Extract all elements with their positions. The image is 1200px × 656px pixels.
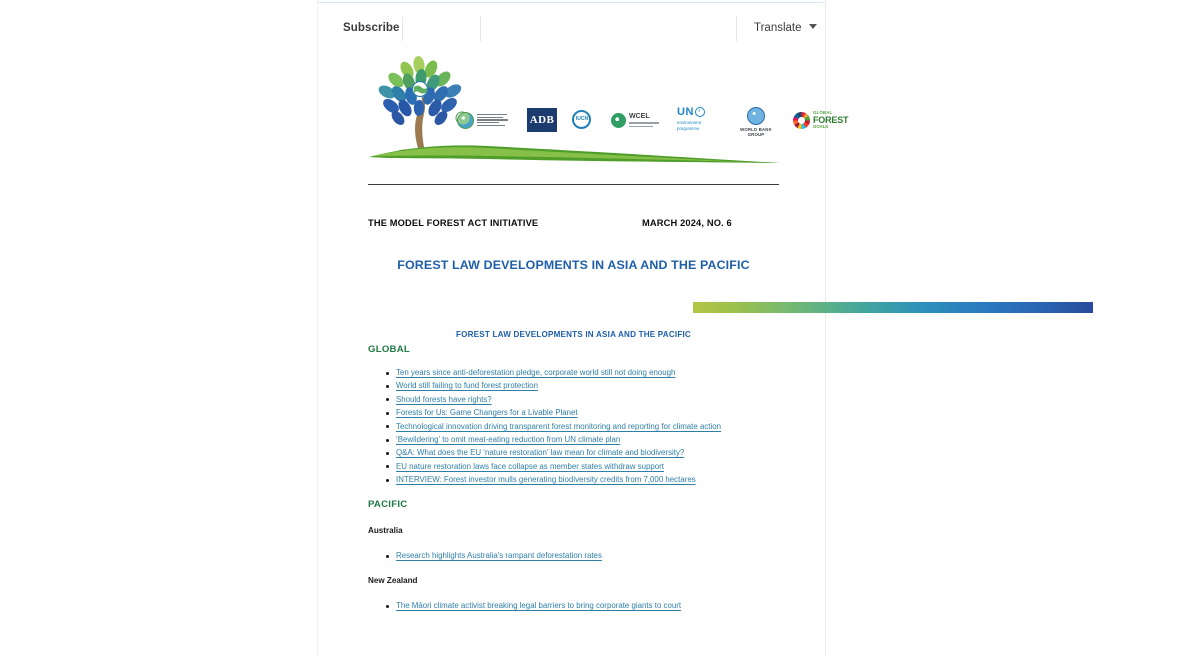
global-forest-goals-wordmark: GLOBAL FOREST GOALS (813, 110, 849, 129)
australia-links-list (368, 549, 816, 562)
link-new-zealand-0[interactable]: The Māori climate activist breaking legal barriers to bring corporate giants to court (396, 601, 682, 610)
subsection-heading-new-zealand: New Zealand (368, 576, 418, 585)
page-title: FOREST LAW DEVELOPMENTS IN ASIA AND THE PACIFIC (397, 258, 750, 272)
global-links-list (368, 366, 816, 487)
link-global-0[interactable]: Ten years since anti-deforestation pledge, corporate world still not doing enough (396, 368, 676, 377)
gradient-divider-bar (693, 302, 1093, 313)
link-global-5[interactable]: ‘Bewildering’ to omit meat-eating reduction from UN climate plan (396, 435, 621, 445)
initiative-name: THE MODEL FOREST ACT INITIATIVE (368, 218, 539, 228)
list-item[interactable] (396, 366, 816, 379)
link-global-6[interactable]: Q&A: What does the EU ‘nature restoration’ law mean for climate and biodiversity? (396, 448, 685, 458)
issue-date: MARCH 2024, NO. 6 (642, 218, 732, 228)
list-item[interactable] (396, 393, 816, 406)
world-bank-globe-icon (747, 107, 765, 125)
toolbar-divider-3 (736, 17, 737, 41)
link-global-1[interactable]: World still failing to fund forest protection (396, 381, 538, 391)
unep-subtext: environment programme (677, 120, 702, 131)
header-divider-rule (368, 184, 779, 185)
translate-dropdown[interactable] (754, 22, 817, 34)
partner-logo-global-forest-goals (793, 107, 849, 133)
chevron-down-icon (809, 24, 817, 29)
list-item[interactable] (396, 473, 816, 486)
partner-logo-world-bank-group (733, 107, 779, 137)
list-item[interactable] (396, 420, 816, 433)
page-inner (317, 0, 849, 656)
wcel-globe-icon (611, 113, 626, 128)
partner-logos-row (457, 103, 849, 137)
list-item[interactable] (396, 460, 816, 473)
list-item[interactable] (396, 379, 816, 392)
new-zealand-links-list (368, 599, 816, 612)
wcel-wordmark: WCEL (629, 113, 650, 121)
list-item[interactable] (396, 549, 816, 562)
list-item[interactable] (396, 599, 816, 612)
list-item[interactable] (396, 446, 816, 459)
link-global-7[interactable]: EU nature restoration laws face collapse as member states withdraw support (396, 461, 664, 471)
link-global-3[interactable]: Forests for Us: Game Changers for a Livable Planet (396, 408, 578, 418)
partner-logo-iucn-ael (457, 109, 513, 131)
green-ground-sweep (367, 138, 782, 166)
body-subtitle: FOREST LAW DEVELOPMENTS IN ASIA AND THE PACIFIC (456, 330, 691, 339)
list-item[interactable] (396, 406, 816, 419)
section-heading-global: GLOBAL (368, 344, 411, 355)
section-heading-pacific: PACIFIC (368, 499, 408, 510)
partner-logo-iucn (571, 109, 597, 131)
partner-logo-wcel (611, 109, 663, 131)
kicker-row (368, 218, 788, 234)
iucn-wordmark: IUCN (575, 116, 589, 122)
link-global-8[interactable]: INTERVIEW: Forest investor mulls generating biodiversity credits from 7,000 hectares (396, 475, 696, 485)
subsection-heading-australia: Australia (368, 526, 403, 535)
link-global-2[interactable]: Should forests have rights? (396, 394, 492, 404)
link-australia-0[interactable]: Research highlights Australia's rampant deforestation rates (396, 551, 602, 560)
subscribe-button[interactable]: Subscribe (343, 22, 400, 34)
iucn-ael-globe-icon (457, 112, 474, 129)
world-bank-wordmark: WORLD BANK GROUP (740, 127, 772, 137)
unep-wordmark: UN ◐ (677, 107, 719, 118)
sdg-wheel-icon (793, 112, 810, 129)
partner-logo-unep (677, 107, 719, 133)
list-item[interactable] (396, 433, 816, 446)
toolbar-divider-1 (402, 17, 403, 41)
masthead (317, 50, 849, 175)
link-global-4[interactable]: Technological innovation driving transparent forest monitoring and reporting for climate action (396, 421, 722, 431)
partner-logo-adb: ADB (527, 108, 557, 132)
translate-label: Translate (754, 22, 802, 34)
toolbar-divider-2 (480, 17, 481, 41)
iucn-ael-wordmark (477, 114, 508, 127)
